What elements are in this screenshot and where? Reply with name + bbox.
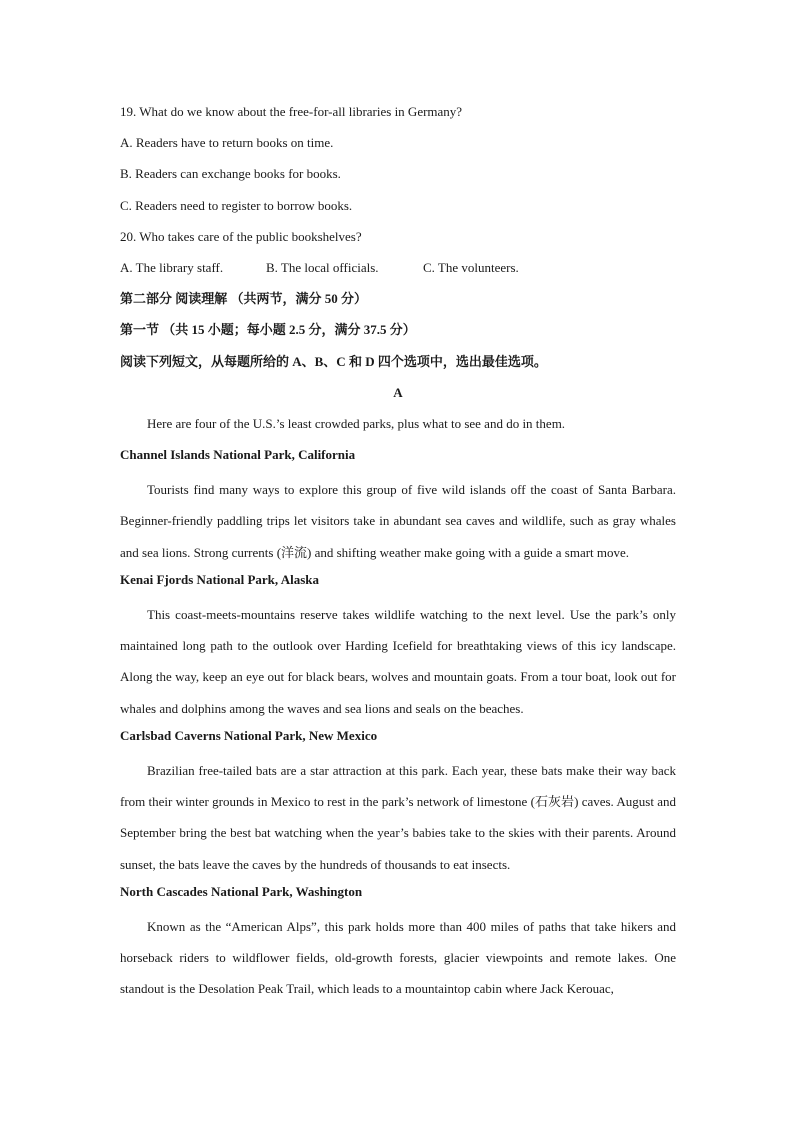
passage-label: A	[393, 384, 403, 400]
park-description: Brazilian free-tailed bats are a star attraction at this park. Each year, these bats make their way back from their winter grounds in Mexico to rest in the park’s network of limestone (石灰岩) caves. August and September bring the best bat watching when the year’s babies take to the skies with their parents. Around sunset, the bats leave the caves by the hundreds of thousands to eat insects.	[120, 763, 676, 872]
question-20-option-b: B. The local officials.	[266, 259, 379, 275]
question-20-option-a: A. The library staff.	[120, 259, 224, 275]
passage-intro: Here are four of the U.S.’s least crowded parks, plus what to see and do in them.	[147, 415, 566, 431]
park-description: This coast-meets-mountains reserve takes wildlife watching to the next level. Use the park’s only maintained long path to the outlook over Harding Icefield for breathtaking views of this icy landscape. Along the way, keep an eye out for black bears, wolves and mountain goats. From a tour boat, look out for whales and dolphins among the waves and sea lions and seals on the beaches.	[120, 607, 676, 716]
park-title: Kenai Fjords National Park, Alaska	[120, 571, 319, 587]
park-title: Carlsbad Caverns National Park, New Mexico	[120, 727, 378, 743]
section-part-two-heading: 第二部分 阅读理解 （共两节，满分 50 分）	[120, 291, 368, 307]
question-19-option-b: B. Readers can exchange books for books.	[120, 166, 341, 182]
park-title: Channel Islands National Park, California	[120, 447, 356, 463]
park-title: North Cascades National Park, Washington	[120, 883, 363, 899]
question-19-stem: 19. What do we know about the free-for-all libraries in Germany?	[120, 104, 463, 119]
question-20-option-c: C. The volunteers.	[423, 259, 519, 275]
park-description: Known as the “American Alps”, this park holds more than 400 miles of paths that take hikers and horseback riders to wildflower fields, old-growth forests, glacier viewpoints and remote lakes. One standout is the Desolation Peak Trail, which leads to a mountaintop cabin where Jack Kerouac,	[120, 919, 676, 997]
section-instruction: 阅读下列短文，从每题所给的 A、B、C 和 D 四个选项中，选出最佳选项。	[120, 353, 547, 369]
section-one-heading: 第一节 （共 15 小题；每小题 2.5 分，满分 37.5 分）	[120, 322, 416, 338]
exam-page	[120, 100, 676, 1005]
park-description: Tourists find many ways to explore this group of five wild islands off the coast of Santa Barbara. Beginner-friendly paddling trips let visitors take in abundant sea caves and wildlife, such as gray whales and sea lions. Strong currents (洋流) and shifting weather make going with a guide a smart move.	[120, 482, 676, 560]
question-20-stem: 20. Who takes care of the public bookshelves?	[120, 228, 362, 244]
question-19-option-a: A. Readers have to return books on time.	[120, 135, 334, 151]
question-20-options	[120, 256, 676, 287]
question-19-option-c: C. Readers need to register to borrow books.	[120, 197, 353, 213]
